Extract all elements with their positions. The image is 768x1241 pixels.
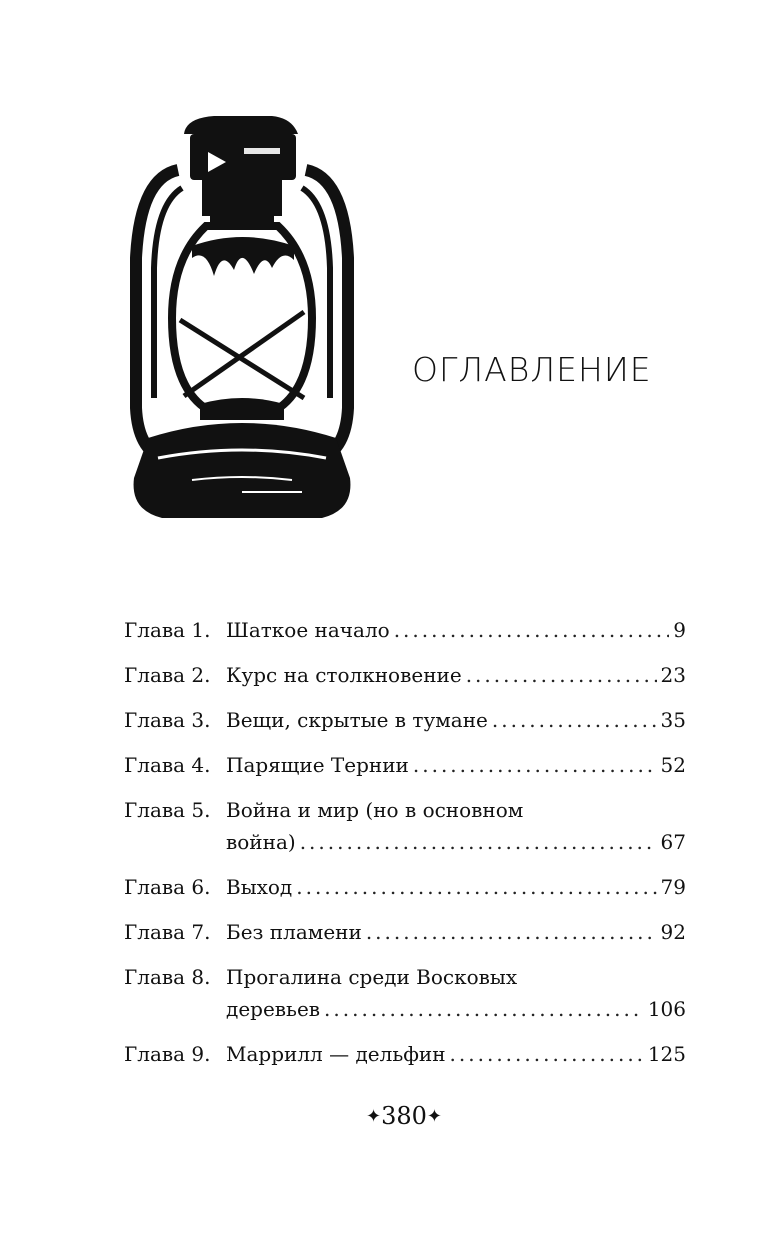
toc-entry xyxy=(124,749,686,781)
toc-line xyxy=(124,659,686,691)
toc-chapter-label: Глава 2. xyxy=(124,663,211,687)
toc-chapter-label: Глава 6. xyxy=(124,875,211,899)
toc-dot-leader xyxy=(296,871,656,903)
toc-page-number: 106 xyxy=(647,997,686,1021)
toc-line xyxy=(124,961,686,993)
toc-chapter-title: Без пламени xyxy=(226,920,362,944)
toc-entry xyxy=(124,916,686,948)
ornament-right-icon: ✦ xyxy=(426,1106,442,1127)
toc-line xyxy=(124,826,686,858)
toc-page-number: 35 xyxy=(660,708,686,732)
toc-dot-leader xyxy=(466,659,657,691)
toc-chapter-title: Вещи, скрытые в тумане xyxy=(226,708,488,732)
toc-page-number: 125 xyxy=(647,1042,686,1066)
toc-entry xyxy=(124,961,686,1025)
page-number xyxy=(0,1102,768,1130)
toc-dot-leader xyxy=(413,749,657,781)
toc-entry xyxy=(124,871,686,903)
toc-line xyxy=(124,749,686,781)
toc-entry xyxy=(124,659,686,691)
toc-dot-leader xyxy=(394,614,670,646)
toc-entry xyxy=(124,704,686,736)
toc-line xyxy=(124,993,686,1025)
toc-dot-leader xyxy=(366,916,657,948)
toc-line xyxy=(124,1038,686,1070)
toc-dot-leader xyxy=(324,993,644,1025)
toc-chapter-title: деревьев xyxy=(226,997,321,1021)
toc-dot-leader xyxy=(300,826,657,858)
toc-entry xyxy=(124,794,686,858)
page-number-value: 380 xyxy=(381,1102,427,1130)
toc-page-number: 92 xyxy=(660,920,686,944)
toc-chapter-label: Глава 7. xyxy=(124,920,211,944)
toc-dot-leader xyxy=(492,704,657,736)
toc-chapter-title: Шаткое начало xyxy=(226,618,390,642)
toc-chapter-label: Глава 1. xyxy=(124,618,211,642)
toc-line xyxy=(124,704,686,736)
toc-page-number: 67 xyxy=(660,830,686,854)
table-of-contents xyxy=(124,614,686,1083)
toc-dot-leader xyxy=(450,1038,644,1070)
toc-chapter-label: Глава 4. xyxy=(124,753,211,777)
toc-line xyxy=(124,916,686,948)
toc-chapter-title: Курс на столкновение xyxy=(226,663,462,687)
ornament-left-icon: ✦ xyxy=(366,1106,382,1127)
toc-chapter-title: Выход xyxy=(226,875,293,899)
oil-lantern-icon xyxy=(122,108,362,528)
toc-line xyxy=(124,614,686,646)
toc-page-number: 79 xyxy=(660,875,686,899)
toc-chapter-label: Глава 3. xyxy=(124,708,211,732)
toc-entry xyxy=(124,1038,686,1070)
toc-line xyxy=(124,794,686,826)
toc-chapter-label: Глава 9. xyxy=(124,1042,211,1066)
toc-chapter-title: война) xyxy=(226,830,296,854)
toc-chapter-title: Маррилл — дельфин xyxy=(226,1042,446,1066)
toc-line xyxy=(124,871,686,903)
toc-chapter-title: Парящие Тернии xyxy=(226,753,409,777)
toc-heading: ОГЛАВЛЕНИЕ xyxy=(412,350,652,389)
toc-page-number: 9 xyxy=(673,618,686,642)
toc-chapter-title: Прогалина среди Восковых xyxy=(226,965,518,989)
toc-chapter-label: Глава 8. xyxy=(124,965,211,989)
toc-chapter-title: Война и мир (но в основном xyxy=(226,798,524,822)
toc-entry xyxy=(124,614,686,646)
toc-chapter-label: Глава 5. xyxy=(124,798,211,822)
toc-page-number: 52 xyxy=(660,753,686,777)
toc-page-number: 23 xyxy=(660,663,686,687)
